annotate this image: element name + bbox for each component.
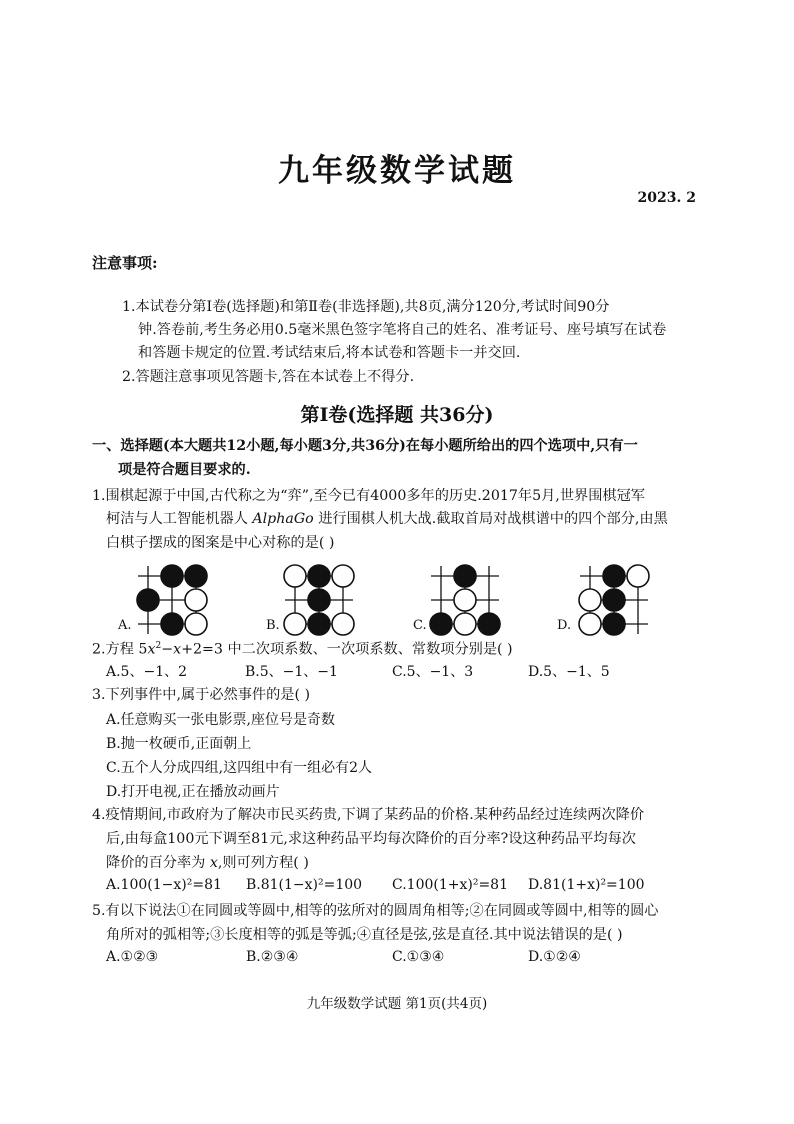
exam-title: 九年级数学试题 — [278, 153, 516, 189]
q2-option-a: A.5、−1、2 — [106, 664, 188, 680]
q1-label-b: B. — [266, 618, 280, 633]
black-stone — [430, 613, 452, 635]
q2-option-b: B.5、−1、−1 — [245, 664, 338, 680]
white-stone — [284, 613, 306, 635]
black-stone — [161, 613, 183, 635]
notice-heading: 注意事项: — [92, 254, 158, 272]
black-stone — [603, 565, 625, 587]
white-stone — [579, 589, 601, 611]
q3-stem: 3.下列事件中,属于必然事件的是( ) — [92, 687, 311, 703]
q3-option-a: A.任意购买一张电影票,座位号是奇数 — [106, 712, 336, 728]
q2-stem: 2.方程 $5x^2-x+2=3$ 中二次项系数、一次项系数、常数项分别是( ) — [92, 641, 513, 658]
page-footer: 九年级数学试题 第1页(共4页) — [306, 996, 488, 1012]
q1-label-d: D. — [557, 618, 572, 633]
black-stone — [185, 565, 207, 587]
q1-line-3: 白棋子摆成的图案是中心对称的是( ) — [106, 535, 335, 551]
black-stone — [603, 613, 625, 635]
white-stone — [332, 613, 354, 635]
black-stone — [308, 589, 330, 611]
q1-label-c: C. — [413, 618, 427, 633]
q5-option-d: D.①②④ — [528, 949, 581, 965]
q5-option-b: B.②③④ — [246, 949, 299, 965]
go-board-c — [425, 560, 505, 640]
q3-option-c: C.五个人分成四组,这四组中有一组必有2人 — [106, 760, 373, 776]
part1-title: 第Ⅰ卷(选择题 共36分) — [300, 404, 494, 426]
q4-option-d: D.81(1+x)²=100 — [528, 877, 645, 893]
q4-option-c: C.100(1+x)²=81 — [392, 877, 508, 893]
white-stone — [454, 589, 476, 611]
go-board-b — [279, 560, 359, 640]
black-stone — [454, 565, 476, 587]
notice-line-3: 和答题卡规定的位置.考试结束后,将本试卷和答题卡一并交回. — [138, 345, 521, 361]
q5-option-a: A.①②③ — [106, 949, 159, 965]
black-stone — [603, 589, 625, 611]
notice-line-4: 2.答题注意事项见答题卡,答在本试卷上不得分. — [122, 369, 415, 385]
black-stone — [478, 613, 500, 635]
q1-line-1: 1.围棋起源于中国,古代称之为“弈”,至今已有4000多年的历史.2017年5月,世界围棋冠军 — [92, 488, 645, 504]
black-stone — [137, 589, 159, 611]
white-stone — [185, 589, 207, 611]
black-stone — [161, 565, 183, 587]
q5-line-1: 5.有以下说法①在同圆或等圆中,相等的弦所对的圆周角相等;②在同圆或等圆中,相等的圆心 — [92, 903, 659, 919]
q2-option-c: C.5、−1、3 — [392, 664, 474, 680]
q2-option-d: D.5、−1、5 — [528, 664, 610, 680]
white-stone — [332, 565, 354, 587]
white-stone — [284, 565, 306, 587]
q5-option-c: C.①③④ — [392, 949, 445, 965]
notice-line-2: 钟.答卷前,考生务必用0.5毫米黑色签字笔将自己的姓名、准考证号、座号填写在试卷 — [138, 322, 667, 338]
notice-line-1: 1.本试卷分第Ⅰ卷(选择题)和第Ⅱ卷(非选择题),共8页,满分120分,考试时间90分 — [122, 299, 610, 315]
q3-option-d: D.打开电视,正在播放动画片 — [106, 784, 280, 800]
white-stone — [627, 565, 649, 587]
q4-option-b: B.81(1−x)²=100 — [246, 877, 363, 893]
q5-line-2: 角所对的弧相等;③长度相等的弧是等弧;④直径是弦,弦是直径.其中说法错误的是( ) — [106, 927, 623, 943]
section1-line-2: 项是符合题目要求的. — [118, 462, 251, 478]
q4-line-3: 降价的百分率为 x,则可列方程( ) — [106, 855, 309, 871]
black-stone — [308, 613, 330, 635]
section1-line-1: 一、选择题(本大题共12小题,每小题3分,共36分)在每小题所给出的四个选项中,只有一 — [92, 438, 638, 454]
black-stone — [308, 565, 330, 587]
q1-line-2: 柯洁与人工智能机器人 AlphaGo 进行围棋人机大战.截取首局对战棋谱中的四个部分,由黑 — [106, 511, 668, 527]
go-board-a — [132, 560, 212, 640]
white-stone — [454, 613, 476, 635]
white-stone — [579, 613, 601, 635]
q4-option-a: A.100(1−x)²=81 — [106, 877, 222, 893]
go-board-d — [574, 560, 654, 640]
q4-line-1: 4.疫情期间,市政府为了解决市民买药贵,下调了某药品的价格.某种药品经过连续两次降价 — [92, 807, 645, 823]
q1-label-a: A. — [118, 618, 132, 633]
white-stone — [185, 613, 207, 635]
q4-line-2: 后,由每盒100元下调至81元,求这种药品平均每次降价的百分率?设这种药品平均每次 — [106, 831, 636, 847]
q3-option-b: B.抛一枚硬币,正面朝上 — [106, 736, 252, 752]
exam-date: 2023. 2 — [637, 190, 696, 206]
